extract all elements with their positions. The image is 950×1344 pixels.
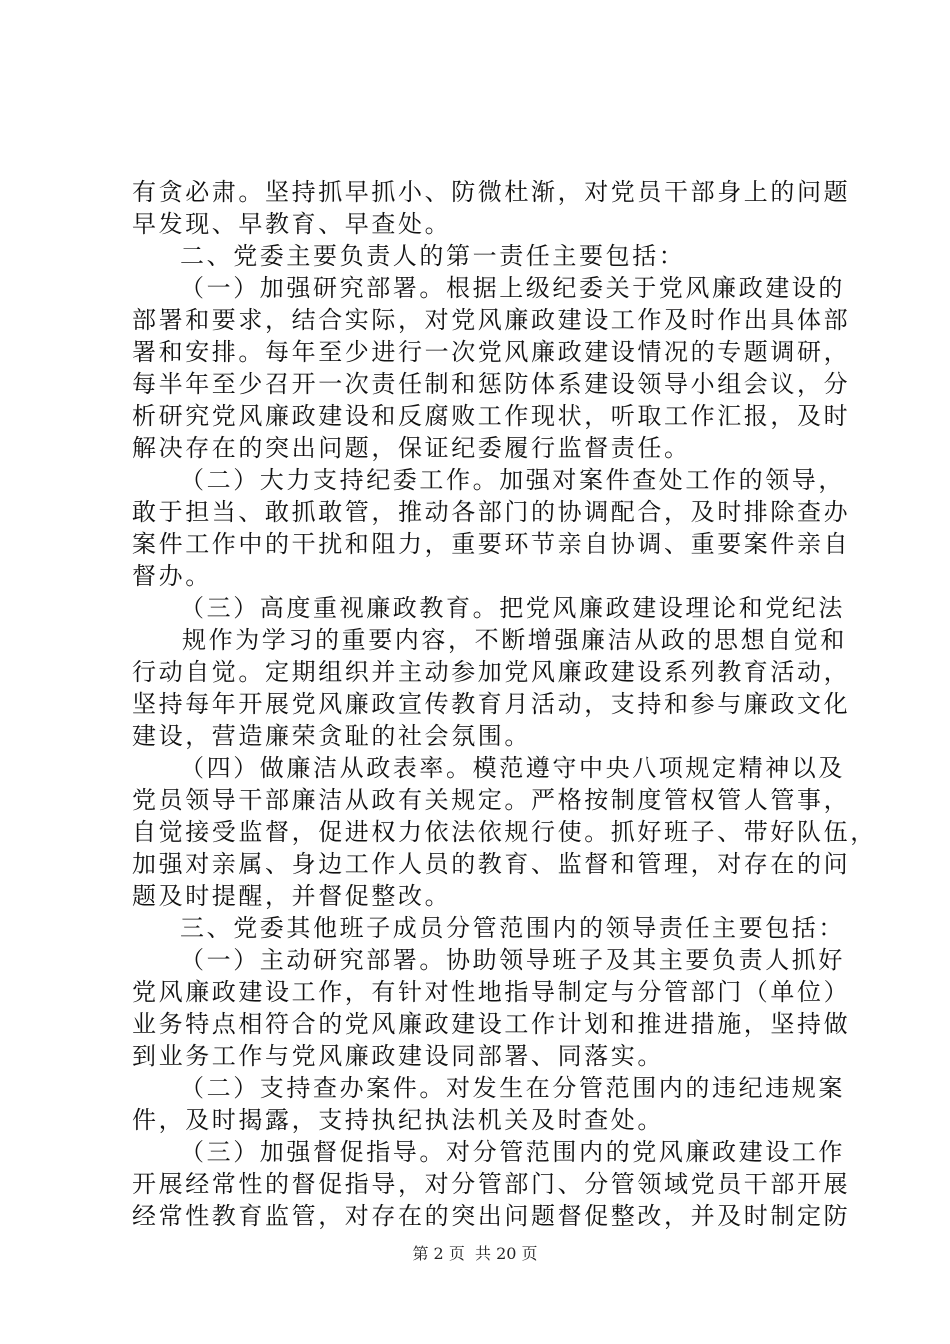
text-line: 析研究党风廉政建设和反腐败工作现状，听取工作汇报，及时: [132, 402, 851, 430]
text-line: （三）高度重视廉政教育。把党风廉政建设理论和党纪法: [180, 594, 845, 622]
text-line: 题及时提醒，并督促整改。: [132, 882, 452, 910]
text-line: 有贪必肃。坚持抓早抓小、防微杜渐，对党员干部身上的问题: [132, 178, 851, 206]
text-line: 督办。: [132, 562, 212, 590]
text-line: 经常性教育监管，对存在的突出问题督促整改，并及时制定防: [132, 1202, 851, 1230]
text-line: 党员领导干部廉洁从政有关规定。严格按制度管权管人管事，: [132, 786, 851, 814]
page-number: 第 2 页 共 20 页: [412, 1244, 538, 1263]
text-line: 每半年至少召开一次责任制和惩防体系建设领导小组会议，分: [132, 370, 851, 398]
text-line: 加强对亲属、身边工作人员的教育、监督和管理，对存在的问: [132, 850, 851, 878]
text-line: （二）支持查办案件。对发生在分管范围内的违纪违规案: [180, 1074, 845, 1102]
section-heading: 二、党委主要负责人的第一责任主要包括：: [180, 242, 686, 270]
text-line: 案件工作中的干扰和阻力，重要环节亲自协调、重要案件亲自: [132, 530, 851, 558]
text-line: 业务特点相符合的党风廉政建设工作计划和推进措施，坚持做: [132, 1010, 851, 1038]
section-heading: 三、党委其他班子成员分管范围内的领导责任主要包括：: [180, 914, 845, 942]
text-line: 自觉接受监督，促进权力依法依规行使。抓好班子、带好队伍，: [132, 818, 877, 846]
text-line: 党风廉政建设工作，有针对性地指导制定与分管部门（单位）: [132, 978, 851, 1006]
text-line: 开展经常性的督促指导，对分管部门、分管领域党员干部开展: [132, 1170, 851, 1198]
text-line: 解决存在的突出问题，保证纪委履行监督责任。: [132, 434, 691, 462]
text-line: 规作为学习的重要内容，不断增强廉洁从政的思想自觉和: [182, 626, 847, 654]
text-line: 署和安排。每年至少进行一次党风廉政建设情况的专题调研，: [132, 338, 851, 366]
text-line: 坚持每年开展党风廉政宣传教育月活动，支持和参与廉政文化: [132, 690, 851, 718]
text-line: （四）做廉洁从政表率。模范遵守中央八项规定精神以及: [180, 754, 845, 782]
text-line: 到业务工作与党风廉政建设同部署、同落实。: [132, 1042, 664, 1070]
text-line: 件，及时揭露，支持执纪执法机关及时查处。: [132, 1106, 664, 1134]
text-line: 敢于担当、敢抓敢管，推动各部门的协调配合，及时排除查办: [132, 498, 851, 526]
text-line: （二）大力支持纪委工作。加强对案件查处工作的领导，: [180, 466, 845, 494]
text-line: 行动自觉。定期组织并主动参加党风廉政建设系列教育活动，: [132, 658, 851, 686]
text-line: 早发现、早教育、早查处。: [132, 210, 452, 238]
text-line: 部署和要求，结合实际，对党风廉政建设工作及时作出具体部: [132, 306, 851, 334]
text-line: （三）加强督促指导。对分管范围内的党风廉政建设工作: [180, 1138, 845, 1166]
text-line: （一）加强研究部署。根据上级纪委关于党风廉政建设的: [180, 274, 845, 302]
text-line: （一）主动研究部署。协助领导班子及其主要负责人抓好: [180, 946, 845, 974]
text-line: 建设，营造廉荣贪耻的社会氛围。: [132, 722, 531, 750]
